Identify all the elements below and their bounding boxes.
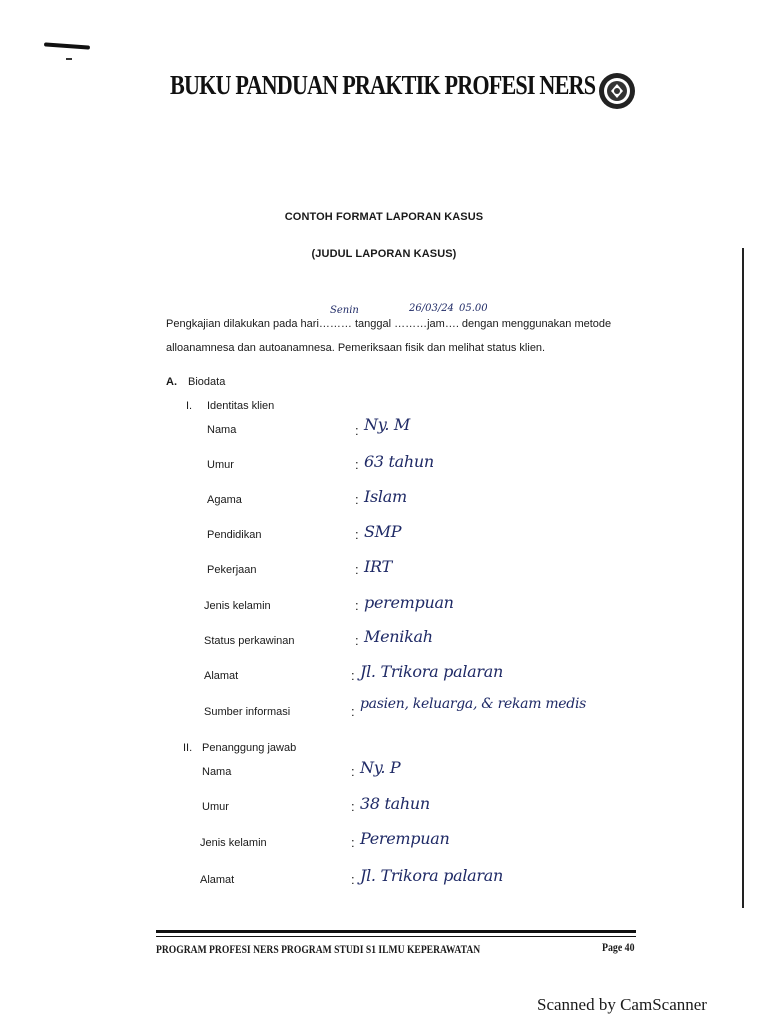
penanggung-title: Penanggung jawab — [202, 742, 297, 754]
page-edge-line — [742, 248, 744, 908]
colon: : — [355, 492, 359, 507]
handwritten-time: 05.00 — [459, 303, 488, 314]
colon: : — [351, 764, 355, 779]
identitas-title: Identitas klien — [207, 400, 275, 412]
field-label: Jenis kelamin — [200, 837, 267, 849]
field-label: Pekerjaan — [207, 564, 257, 576]
colon: : — [355, 562, 359, 577]
field-value: Jl. Trikora palaran — [360, 662, 503, 681]
scan-mark — [66, 58, 72, 60]
colon: : — [351, 872, 355, 887]
field-value: pasien, keluarga, & rekam medis — [360, 696, 587, 712]
field-value: SMP — [364, 522, 402, 541]
identitas-label: I. — [186, 400, 193, 412]
field-value: 63 tahun — [364, 452, 434, 471]
field-label: Pendidikan — [207, 529, 262, 541]
document-subtitle: (JUDUL LAPORAN KASUS) — [311, 248, 457, 260]
field-label: Status perkawinan — [204, 635, 295, 647]
field-label: Umur — [202, 801, 229, 813]
field-value: Perempuan — [360, 829, 450, 848]
handwritten-date: 26/03/24 — [409, 303, 454, 314]
intro-line-1: Pengkajian dilakukan pada hari……… tanggal ………jam…. dengan menggunakan metode — [166, 318, 612, 330]
colon: : — [355, 598, 359, 613]
field-label: Alamat — [204, 670, 239, 682]
footer-rule — [156, 930, 636, 933]
field-label: Alamat — [200, 874, 235, 886]
colon: : — [355, 527, 359, 542]
field-value: 38 tahun — [360, 794, 430, 813]
page-number: Page 40 — [602, 940, 635, 954]
field-value: perempuan — [364, 593, 454, 612]
penanggung-label: II. — [183, 742, 193, 754]
document-title: CONTOH FORMAT LAPORAN KASUS — [284, 211, 484, 223]
footer-rule — [156, 936, 636, 937]
intro-line-2: alloanamnesa dan autoanamnesa. Pemeriksaan fisik dan melihat status klien. — [166, 342, 546, 354]
field-label: Jenis kelamin — [204, 600, 271, 612]
colon: : — [355, 457, 359, 472]
colon: : — [355, 633, 359, 648]
colon: : — [351, 835, 355, 850]
colon: : — [351, 799, 355, 814]
field-value: IRT — [364, 557, 392, 576]
field-value: Menikah — [364, 627, 433, 646]
field-value: Jl. Trikora palaran — [360, 866, 503, 885]
footer-program: PROGRAM PROFESI NERS PROGRAM STUDI S1 ILMU KEPERAWATAN — [156, 942, 481, 956]
field-label: Sumber informasi — [204, 706, 291, 718]
handwritten-day: Senin — [330, 305, 359, 316]
colon: : — [355, 423, 359, 438]
field-label: Umur — [207, 459, 234, 471]
field-value: Islam — [364, 487, 407, 506]
colon: : — [351, 668, 355, 683]
colon: : — [351, 704, 355, 719]
handbook-title: BUKU PANDUAN PRAKTIK PROFESI NERS — [170, 70, 596, 100]
field-label: Nama — [202, 766, 232, 778]
institution-seal-icon — [597, 71, 637, 111]
scan-mark — [44, 42, 90, 49]
section-a-label: A. — [166, 376, 177, 388]
section-a-title: Biodata — [188, 376, 226, 388]
field-label: Nama — [207, 424, 237, 436]
field-label: Agama — [207, 494, 242, 506]
field-value: Ny. P — [360, 758, 401, 777]
camscanner-watermark: Scanned by CamScanner — [537, 995, 707, 1014]
field-value: Ny. M — [364, 415, 410, 434]
